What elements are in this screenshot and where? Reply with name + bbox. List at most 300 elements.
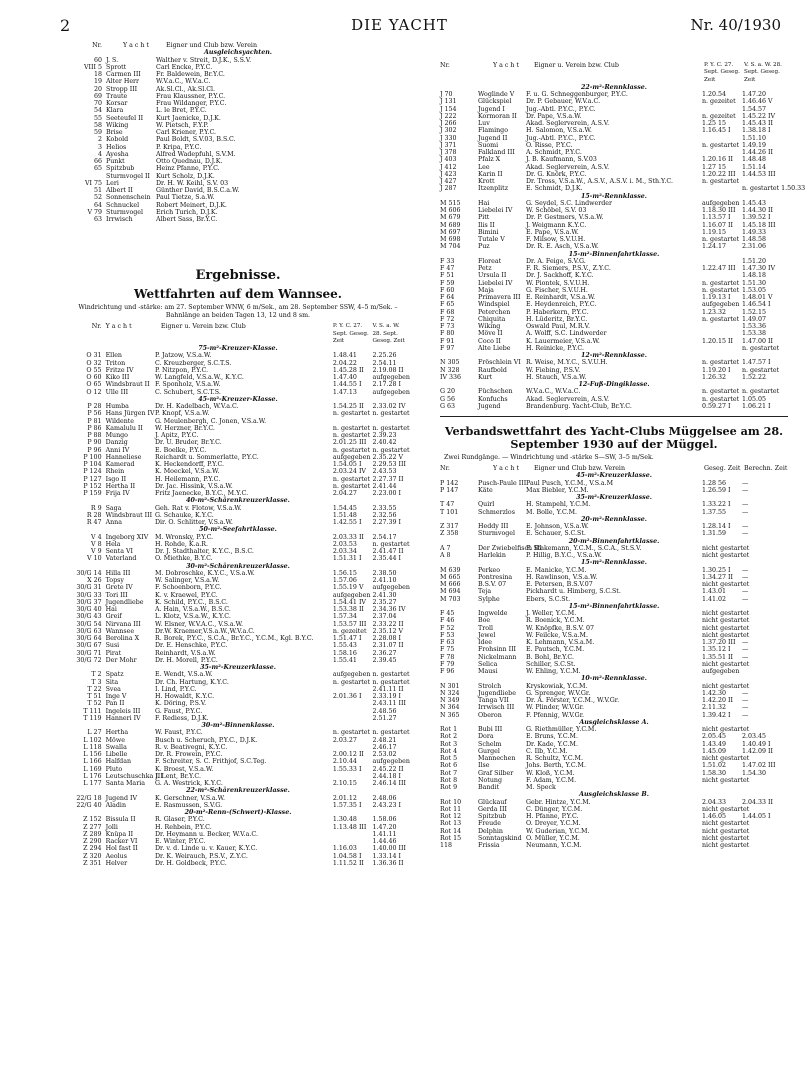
time-day2: 2.40.42 [372,439,397,447]
yacht-name: Jolli [105,823,118,831]
yacht-name: Coco II [478,337,501,345]
owner-club: H. Stampehl, Y.C.M. [526,501,591,509]
time-day2: 2.36.27 [372,649,397,657]
yacht-name: Alter Herr [106,78,140,86]
owner-club: Busch u. Scheruch, P.Y.C., D.J.K. [155,736,258,744]
time-day1: aufgegeben [702,199,740,207]
yacht-name: Spitzbub [478,813,507,820]
class-heading-text: 10-m²-Rennklasse. [581,675,647,683]
class-heading-text: 20-m²-Rennklasse. [581,515,647,523]
time-day2: 1.44.30 II [742,207,774,214]
table-row [440,185,805,193]
yacht-name: Hela [105,540,121,548]
table-row [66,78,410,85]
time-day1: 1.51.02 [702,762,727,770]
class-heading-text: 15-m²-Binnenfahrtklasse. [568,250,660,258]
time-day2: n. gestartet [372,410,410,418]
sail-number: Rot 11 [440,805,462,813]
yacht-name: Lee [478,163,490,171]
yacht-name: Hans Jürgen IV [105,410,155,418]
time-day1: nicht gestartet [702,755,750,762]
sail-number: 58 [93,121,102,129]
sail-number: J 412 [440,163,457,171]
table-row [66,802,410,809]
time-day2: 2.33.22 II [372,620,404,628]
right-column [440,62,805,1080]
time-day2: 1.47.30 IV [742,265,776,272]
owner-club: P. Hillig, B.Y.C., V.S.a.W. [526,552,602,559]
time-day2: n. gestartet [742,366,780,374]
time-day1: 2.01.25 III [332,439,367,447]
table-row [66,700,410,707]
yacht-name: Sita [105,678,119,686]
time-day1: n. gestartet [702,388,740,396]
issue-number: Nr. 40/1930 [690,16,781,34]
time-day2 [742,661,780,668]
class-heading [440,494,788,501]
table-row [440,487,788,494]
table-row [66,570,410,577]
yacht-name: Frija IV [105,490,130,497]
sail-number: 30/G 14 [76,569,102,577]
yacht-name: Bimini [478,228,499,236]
yacht-name: Tanga VII [478,697,509,704]
owner-club: G. Meulenbergh, C. Jonen, V.S.a.W. [155,417,267,425]
time-day2: 1.46.46 V [742,98,773,106]
yacht-name: Freude [478,820,501,828]
sail-number: 66 [93,158,102,165]
table-row [66,795,410,802]
owner-club: H. Pfanne, P.Y.C. [526,813,579,820]
owner-club: Dr. Ch. Hartung, K.Y.C. [155,678,229,686]
sail-number: M 689 [440,221,461,229]
table-row [440,142,788,149]
class-heading [440,352,788,359]
class-heading [66,526,410,533]
time-day2: 2.48.06 [372,794,397,802]
yacht-name: Der Mohr [105,656,137,664]
yacht-name: Humba [105,403,129,410]
table-row [66,468,410,475]
yacht-name: Sturmvogel II [106,172,150,180]
owner-club: Max Biebler, Y.C.M. [526,486,589,494]
yacht-name: Ilse [478,762,490,770]
yacht-name: Flamingo [478,127,508,135]
table-row [440,784,788,791]
yacht-name: Triton [105,359,126,367]
sail-number: Rot 7 [440,769,458,777]
sail-number: F 59 [440,279,455,287]
sail-number: Rot 8 [440,776,458,784]
yacht-name: Tutale V [478,236,505,243]
time-day1: 1.51.31 I [332,555,362,563]
time-day1: n. gestartet [332,432,371,439]
time-day1: n. gestartet [332,424,371,432]
yacht-name: Quirl [478,501,495,509]
table-row [440,806,788,813]
table-row [66,490,410,497]
table-row [66,180,410,187]
yacht-name: Pitt [478,214,490,222]
time-day2: 2.34.36 IV [372,606,406,613]
time-day1 [333,773,372,780]
table-row [66,606,410,613]
table-row [66,860,410,867]
sail-number: L 118 [83,743,102,751]
sail-number: P 28 [87,403,102,410]
time-day2 [742,581,780,588]
yacht-name: Spatz [105,671,124,679]
mueggel-header: Nr. Y a c h t Eigner und Club bzw. Verein Geseg. Zeit Berechn. Zeit [440,465,788,472]
yacht-name: Stropp III [106,85,138,93]
table-row [440,726,788,733]
sail-number: Rot 15 [440,834,462,842]
time-day2: n. gestartet [372,424,410,432]
owner-club: H. Stauch, V.S.a.W. [526,373,587,381]
table-row [440,323,788,330]
sail-number: G 20 [440,388,456,396]
time-day1: 1.26.32 [702,373,727,381]
time-day1 [333,831,373,838]
time-day1: 1.54.25 II [332,403,364,410]
yacht-name: Gerda III [478,805,508,813]
table-row [66,432,410,439]
table-row [66,360,410,367]
time-day1: n. gestartet [702,236,740,243]
owner-club: K. Lehmann, V.S.a.M. [526,639,595,646]
table-row [440,617,788,624]
yacht-name: Aeolus [105,852,127,860]
time-day1: nicht gestartet [702,776,750,784]
owner-club: Alfred Wadepfuhl, S.V.M. [156,150,236,158]
sail-number: 30/G 40 [76,606,102,613]
time-day1: 1.31.59 [702,530,727,538]
table-row [440,654,788,661]
table-row [66,57,410,64]
table-row [440,480,788,487]
sail-number: 30/G 72 [76,656,102,664]
time-day1: 1.24.17 [702,243,727,251]
owner-club: F. R. Siemers, P.S.V., Z.Y.C. [526,265,611,272]
time-day1: 1.28.14 I [702,523,731,530]
class-heading-text: 45-m²-Kreuzerklasse. [576,472,652,480]
yacht-name: Primavera III [478,294,521,301]
time-day2: 2.35.27 [372,598,397,606]
owner-club: B. Bohl, Br.Y.C. [526,653,575,661]
yacht-name: Liebelei IV [478,279,513,287]
sail-number: F 75 [440,646,455,654]
sail-number: Z 277 [83,823,102,831]
owner-club: Dr. A. Förster, Y.C.M., W.V.Gr. [526,697,620,704]
time-day1: 1.22.47 III [702,265,736,272]
table-row [440,762,788,769]
sail-number: F 97 [440,344,455,352]
owner-club: W.V.a.C., W.V.a.C. [526,388,581,396]
time-day1: 2.04.33 [702,798,727,806]
yacht-name: Jugend IV [105,794,138,802]
yacht-name: Svea [105,685,121,693]
time-day2: n. gestartet [742,388,780,396]
yacht-name: Frohsinn III [478,646,517,654]
owner-club: W. Knöpfke, B.S.V. 07 [526,624,595,632]
owner-club: Robert Meinert, D.J.K. [156,201,227,209]
table-row [440,828,788,835]
sail-number: M 639 [440,566,461,574]
time-day1: 1.20.15 II [702,337,734,345]
table-row [440,835,788,842]
sail-number: 54 [93,107,102,115]
yacht-name: Wiking [106,121,129,129]
time-day2: 1.54.57 [742,105,767,113]
sail-number: F 79 [440,660,455,668]
yacht-name: Krott [478,178,495,185]
yacht-name: Sturmvogel [478,530,516,538]
sail-number: Z 358 [440,530,459,538]
yacht-name: Jugend I [478,105,505,113]
yacht-name: Oberon [478,711,502,719]
owner-club: H. Lüderitz, Br.Y.C. [526,315,588,323]
class-heading-text: 45-m²-Kreuzer-Klasse. [198,395,278,403]
table-row [66,715,410,722]
table-row [440,712,788,719]
owner-club: G. Faust, P.Y.C. [155,707,203,715]
mueggel-results [440,472,788,849]
yacht-name: Bissula II [105,816,136,824]
yacht-name: Sturmvogel [106,208,144,216]
class-heading [440,559,788,566]
owner-club: P. Haberkern, P.Y.C. [526,308,589,316]
time-day1: n. gestartet [702,141,740,149]
table-row [440,704,788,711]
owner-club: Dr. H. Morell, P.Y.C. [155,656,218,664]
time-day2: 1.47.57 I [742,359,771,367]
sail-number: V 10 [87,555,102,563]
table-row [66,708,410,715]
sail-number: N 349 [440,697,460,704]
sail-number: L 156 [83,751,102,758]
table-row [440,690,788,697]
yacht-name: Pusch-Paule III [478,479,527,487]
owner-club: Walther v. Streit, D.J.K., S.S.V. [156,56,252,64]
time-day2: 2.27.39 I [372,519,401,526]
time-day1: n. gestartet [332,729,371,737]
yacht-name: Woglinde V [478,91,515,98]
owner-club: K. Lauermeier, V.S.a.W. [526,337,600,345]
owner-club: G. A. Westrick, K.Y.C. [155,780,223,787]
yacht-name: Carmen III [106,71,141,78]
table-row [440,799,788,806]
owner-club: Dr.W. Kraemer,V.S.a.W.,W.V.a.C. [155,627,255,635]
owner-club: K. Döring, P.S.V. [155,700,207,708]
time-day1: nicht gestartet [702,624,750,632]
sail-number: P 127 [83,475,102,483]
yacht-name: Harlekin [478,552,506,559]
table-row [440,552,788,559]
sail-number: L 177 [83,780,102,787]
time-day1: 1.16.03 [332,845,357,853]
owner-club: C. Ilb, Y.C.M. [526,747,568,755]
time-day2: 1.45.22 IV [742,112,776,120]
owner-club: Paul Pusch, Y.C.M., V.S.a.M [526,479,614,487]
class-heading [440,84,788,91]
table-row [440,330,788,337]
time-day1: 1.11.52 II [332,859,364,867]
yacht-name: Boe [478,617,491,625]
sail-number: Rot 14 [440,827,462,835]
time-day1: 1.35.51 II [702,653,734,661]
owner-club: K. v. Kraewel, P.Y.C. [155,591,218,599]
sail-number: Z 294 [83,845,102,853]
time-day2 [742,828,780,835]
table-row [66,729,410,736]
owner-club: W. Feilcke, V.S.a.M. [526,631,588,639]
table-row [66,129,410,136]
sail-number: 18 [93,71,102,78]
time-day1: 1.23.32 [702,308,727,316]
owner-club: Akad. Seglerverein, A.S.V. [526,395,610,403]
class-heading [66,664,410,671]
time-day2: 2.35.22 V [372,453,404,461]
time-day2 [742,755,780,762]
time-day2 [742,552,780,559]
table-row [440,396,788,403]
sail-number: IV 336 [440,373,462,381]
owner-club: J. Apitz, P.Y.C. [155,432,199,439]
time-day1: 1.30.48 [332,816,357,824]
class-heading [440,719,788,726]
time-day2: — [742,530,749,538]
mueggel-wind: Zwei Rundgänge. — Windrichtung und -stärke S—SW, 3–5 m/Sek. [444,454,654,461]
sail-number: 118 [440,842,453,849]
table-row [66,505,410,512]
yacht-name: B.S.V. 07 [478,581,507,588]
owner-club: H. Howaldt, K.Y.C. [155,693,215,700]
time-day2: 1.39.52 I [742,214,771,222]
sail-number: P 90 [87,439,102,447]
time-day2: 2.32.56 [372,511,397,519]
time-day1: 1.53.38 II [332,606,364,613]
table-row [440,388,788,395]
class-heading-text: 40-m²-Schärenkreuzerklasse. [186,497,290,505]
yacht-name: Hilla III [105,569,131,577]
sail-number: F 73 [440,323,455,330]
owner-club: Dr. H. Kadelbach, W.V.a.C. [155,403,239,410]
sail-number: M 698 [440,236,461,243]
time-day1: n. gestartet [702,279,740,287]
table-row [66,165,410,172]
table-row [66,64,410,71]
sail-number: 64 [93,201,102,209]
time-day2: 2.44.18 I [372,772,402,780]
time-day1: nicht gestartet [702,617,750,625]
sail-number: M 666 [440,581,461,588]
class-heading [440,791,788,798]
sail-number: N 324 [440,689,460,697]
owner-club: Dr. P. Gebauer, W.V.a.C. [526,98,601,106]
time-day1: 2.01.36 I [332,693,362,700]
time-day2: 2.41.10 [372,577,397,584]
owner-club: C. Kreuzberger, S.C.T.S. [155,359,232,367]
owner-club: F. Milsow, S.V.U.H. [526,236,586,243]
sail-number: F 64 [440,294,455,301]
sail-number: Rot 4 [440,747,458,755]
time-day2: — [742,486,749,494]
table-row [440,596,788,603]
yacht-name: Alte Liebe [478,344,511,352]
owner-club: M. Dobroschke, K.Y.C., V.S.a.W. [155,569,255,577]
owner-club: W. Schöbel, S.V. 03 [526,207,587,214]
sail-number: L 27 [87,729,102,737]
owner-club: Fr. Baldewein, Br.Y.C. [156,71,225,78]
table-row [440,164,788,171]
yacht-name: Punkt [106,158,125,165]
yacht-name: Senta VI [105,548,133,555]
time-day2 [742,835,780,842]
yacht-name: Glückspiel [478,98,512,106]
wannsee-results-cont [440,83,805,410]
yacht-name: Wannsee [105,627,135,635]
time-day1: aufgegeben [332,591,371,599]
time-day1: n. gezeitet [702,112,736,120]
sail-number: X 26 [87,577,102,584]
time-day1: 1.20.22 III [702,170,736,178]
owner-club: W. Elsner, W.V.A.C., V.S.a.W. [155,620,243,628]
time-day1: 1.53.57 III [332,620,367,628]
table-row [440,697,788,704]
time-day2: 1.41.11 [372,830,397,838]
sail-number: Rot 1 [440,726,458,733]
time-day1: n. gestartet [702,315,740,323]
yacht-name: Selica [478,660,498,668]
table-row [440,345,788,352]
time-day2: — [742,573,749,581]
owner-club: Dr. H. Goldbeck, P.Y.C. [155,859,227,867]
yacht-name: Ellen [105,352,122,360]
owner-club: Dr. Pape, V.S.a.W. [526,112,582,120]
table-row [66,86,410,93]
owner-club: Dr. J. Sackhoff, K.Y.C. [526,272,594,280]
owner-club: E. Pape, V.S.a.W. [526,228,579,236]
mueggel-title: Verbandswettfahrt des Yacht-Clubs Müggelsee am 28. September 1930 auf der Müggel. [444,424,784,451]
time-day2: 2.41.11 II [372,685,404,693]
time-day2: 2.54.11 [372,359,397,367]
time-day2: 1.47.00 II [742,337,774,345]
class-heading-text: 22-m²-Rennklasse. [581,83,647,91]
sail-number: Rot 3 [440,740,458,748]
table-row [440,509,788,516]
time-day1: 1.26.59 I [702,486,731,494]
yacht-name: Peterchen [478,308,511,316]
owner-club: W. Pietsch, F.Y.P. [156,121,209,129]
time-day2: n. gestartet [372,671,410,679]
time-day2: 2.41.47 II [372,548,404,555]
yacht-name: Kurt [478,373,493,381]
owner-club: H. Rehbein, P.Y.C. [155,823,212,831]
time-day1: 1.54.45 [332,504,357,512]
yacht-name: Gurgel [478,747,500,755]
owner-club: Dr. U. Bruder, Br.Y.C. [155,439,222,447]
table-row [440,646,788,653]
owner-club: Paul Boldt, S.V.03, B.S.C. [156,136,236,144]
time-day1: 1.18.30 III [702,207,736,214]
table-row [66,100,410,107]
time-day2: 2.41.44 [372,482,397,490]
time-day1: n. gestartet [332,475,371,483]
sail-number: Rot 2 [440,733,458,741]
owner-club: E. Boelke, P.Y.C. [155,446,207,454]
owner-club: Dr. K. Weirauch, P.S.V., Z.Y.C. [155,852,248,860]
yacht-name: Karin II [478,170,503,178]
